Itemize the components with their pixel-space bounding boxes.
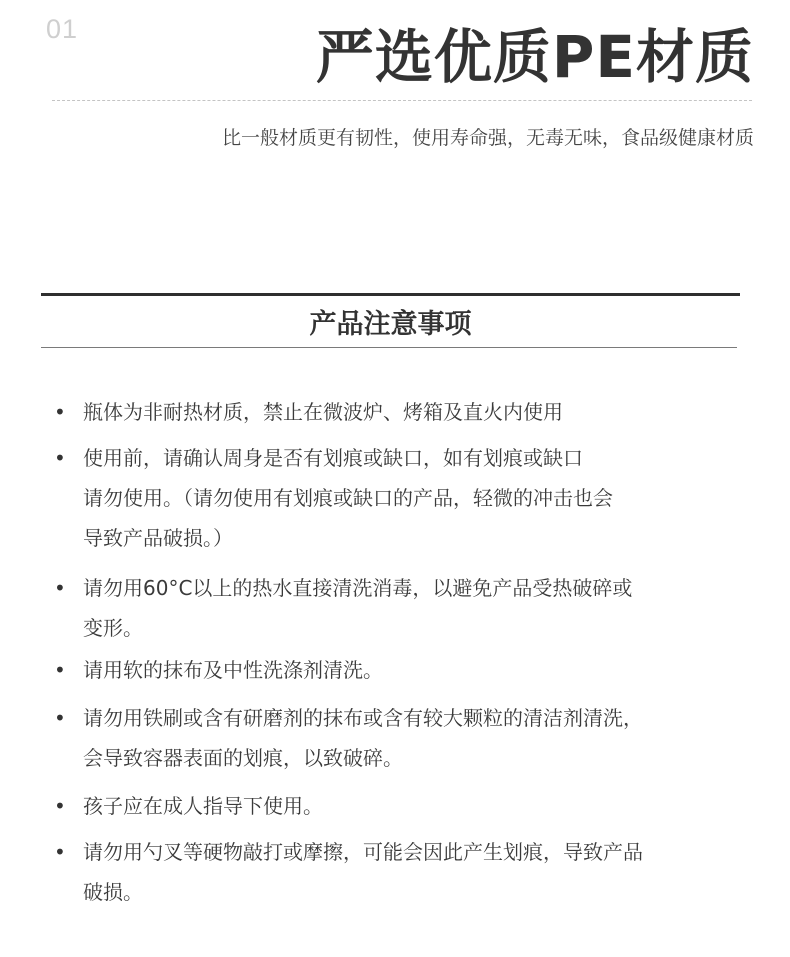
bullet-icon	[54, 698, 64, 738]
notice-line: 请勿用勺叉等硬物敲打或摩擦，可能会因此产生划痕，导致产品	[83, 840, 643, 864]
notice-item-heat	[54, 392, 754, 432]
notice-line: 请勿用铁刷或含有研磨剂的抹布或含有较大颗粒的清洁剂清洗，	[83, 706, 643, 730]
notice-line: 使用前，请确认周身是否有划痕或缺口，如有划痕或缺口	[83, 446, 583, 470]
bullet-icon	[54, 568, 64, 608]
notice-item-children	[54, 786, 754, 826]
notice-line: 变形。	[83, 616, 143, 640]
bullet-icon	[54, 650, 64, 690]
notice-line: 瓶体为非耐热材质，禁止在微波炉、烤箱及直火内使用	[83, 400, 563, 424]
notice-item-inspect	[54, 438, 754, 558]
bullet-icon	[54, 438, 64, 478]
section-number: 01	[46, 14, 79, 44]
heading-bottom-divider	[41, 347, 737, 348]
notice-list	[54, 392, 754, 912]
bullet-icon	[54, 786, 64, 826]
notice-line: 会导致容器表面的划痕，以致破碎。	[83, 746, 403, 770]
notice-item-hard-objects	[54, 832, 754, 912]
heading-top-divider	[41, 293, 740, 296]
notice-line: 请勿用60°C以上的热水直接清洗消毒，以避免产品受热破碎或	[83, 576, 633, 600]
bullet-icon	[54, 392, 64, 432]
notice-item-abrasive	[54, 698, 754, 778]
notice-line: 导致产品破损。）	[83, 526, 233, 550]
notice-line: 孩子应在成人指导下使用。	[83, 794, 323, 818]
notice-item-hot-water	[54, 568, 754, 648]
bullet-icon	[54, 832, 64, 872]
notice-item-soft-cloth	[54, 650, 754, 690]
notice-heading: 产品注意事项	[309, 309, 472, 340]
notice-line: 破损。	[83, 880, 143, 904]
page-title: 严选优质PE材质	[315, 23, 754, 91]
notice-line: 请勿使用。（请勿使用有划痕或缺口的产品，轻微的冲击也会	[83, 486, 613, 510]
page-subtitle: 比一般材质更有韧性，使用寿命强，无毒无味，食品级健康材质	[221, 127, 754, 149]
notice-line: 请用软的抹布及中性洗涤剂清洗。	[83, 658, 383, 682]
dashed-divider	[52, 100, 752, 101]
